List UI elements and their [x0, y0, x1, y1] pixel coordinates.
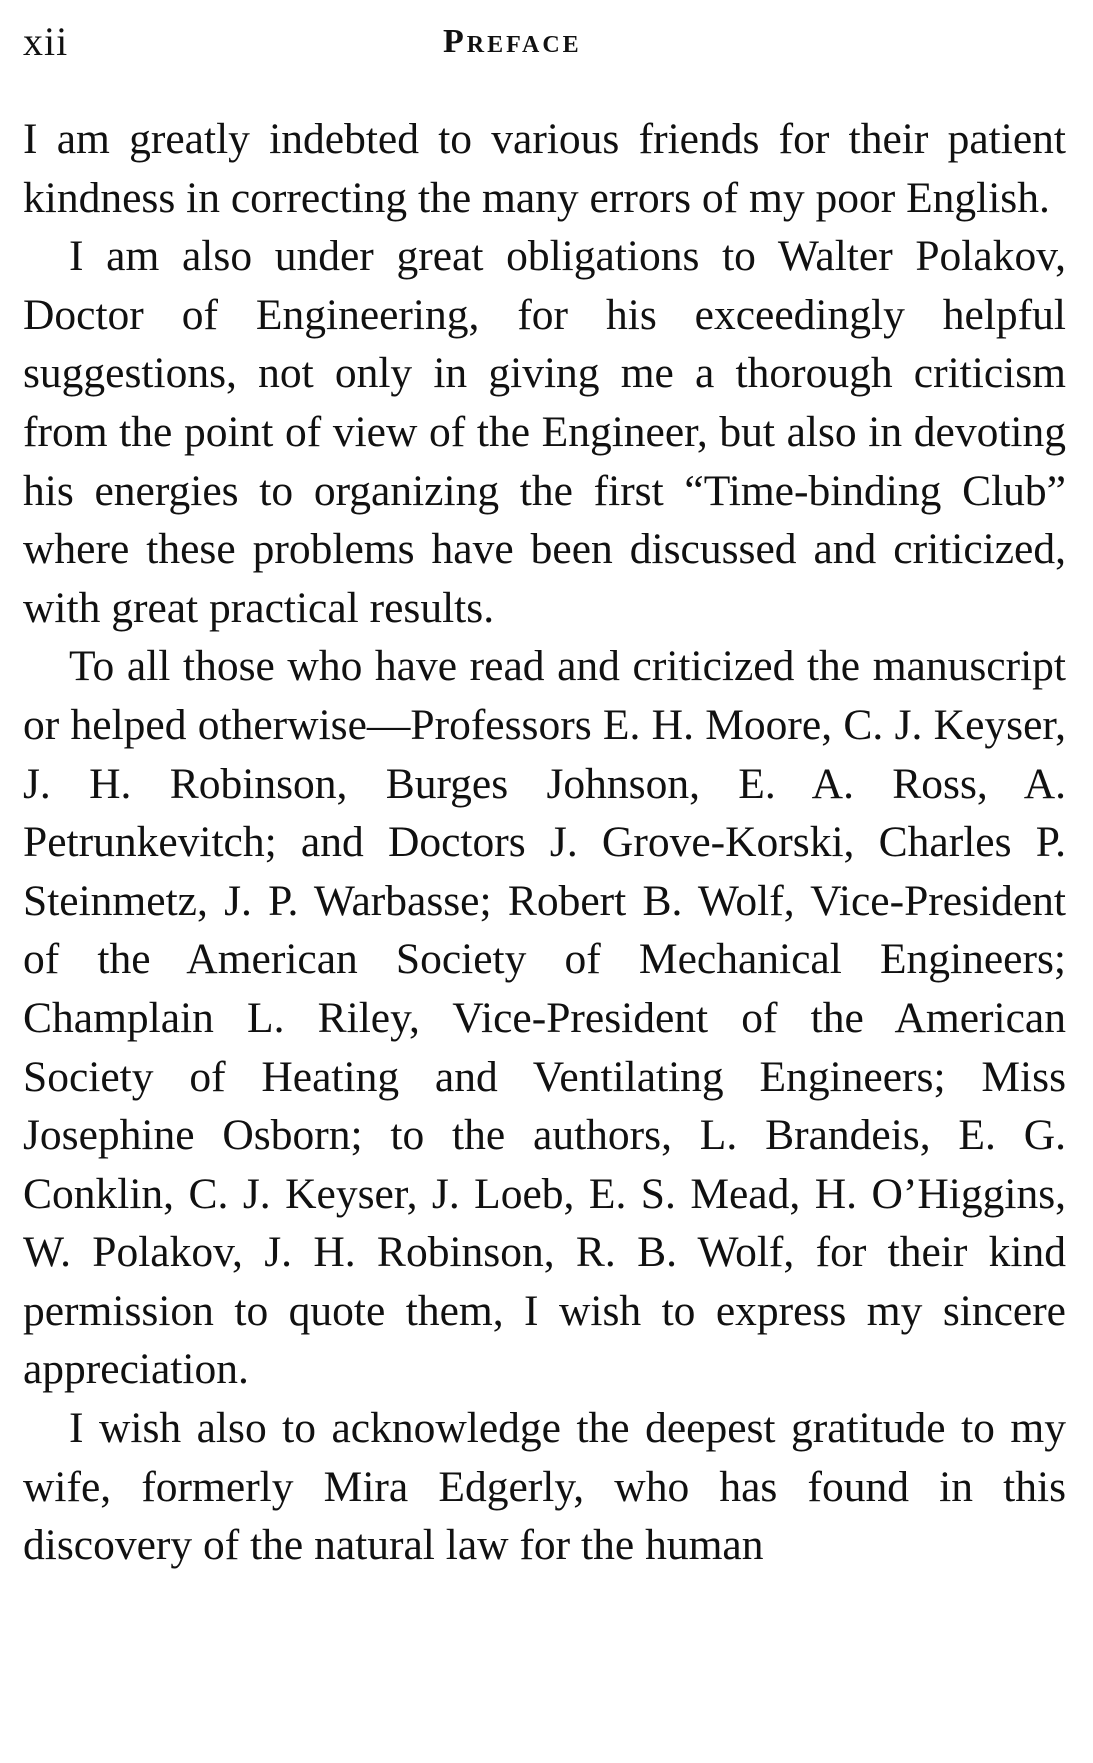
page-number: xii [23, 19, 69, 64]
body-text [23, 110, 1066, 1575]
paragraph-acknowledgement-wife: I wish also to acknowledge the deepest gratitude to my wife, formerly Mira Edgerly, who has found in this discovery of the natural law for the human [23, 1404, 1066, 1570]
paragraph-acknowledgement-friends: I am greatly indebted to various friends for their patient kindness in correcting the many errors of my poor English. [23, 115, 1066, 222]
running-title: Preface [443, 23, 582, 60]
paragraph-acknowledgement-polakov: I am also under great obligations to Walter Polakov, Doctor of Engineering, for his exceedingly helpful suggestions, not only in giving me a thorough criticism from the point of view of the Engineer, but also in devoting his energies to organizing the first “Time-binding Club” where these problems have been discussed and criticized, with great practical results. [23, 232, 1066, 632]
running-head [23, 0, 1066, 88]
paragraph-acknowledgement-readers: To all those who have read and criticized the manuscript or helped otherwise—Professors E. H. Moore, C. J. Keyser, J. H. Robinson, Burges Johnson, E. A. Ross, A. Petrunkevitch; and Doctors J. Grove-Korski, Charles P. Steinmetz, J. P. Warbasse; Robert B. Wolf, Vice-President of the American Society of Mechanical Engineers; Champlain L. Riley, Vice-President of the American Society of Heating and Ventilating Engineers; Miss Josephine Osborn; to the authors, L. Brandeis, E. G. Conklin, C. J. Keyser, J. Loeb, E. S. Mead, H. O’Higgins, W. Polakov, J. H. Robinson, R. B. Wolf, for their kind permission to quote them, I wish to express my sincere appreciation. [23, 642, 1066, 1394]
book-page [23, 0, 1066, 1575]
